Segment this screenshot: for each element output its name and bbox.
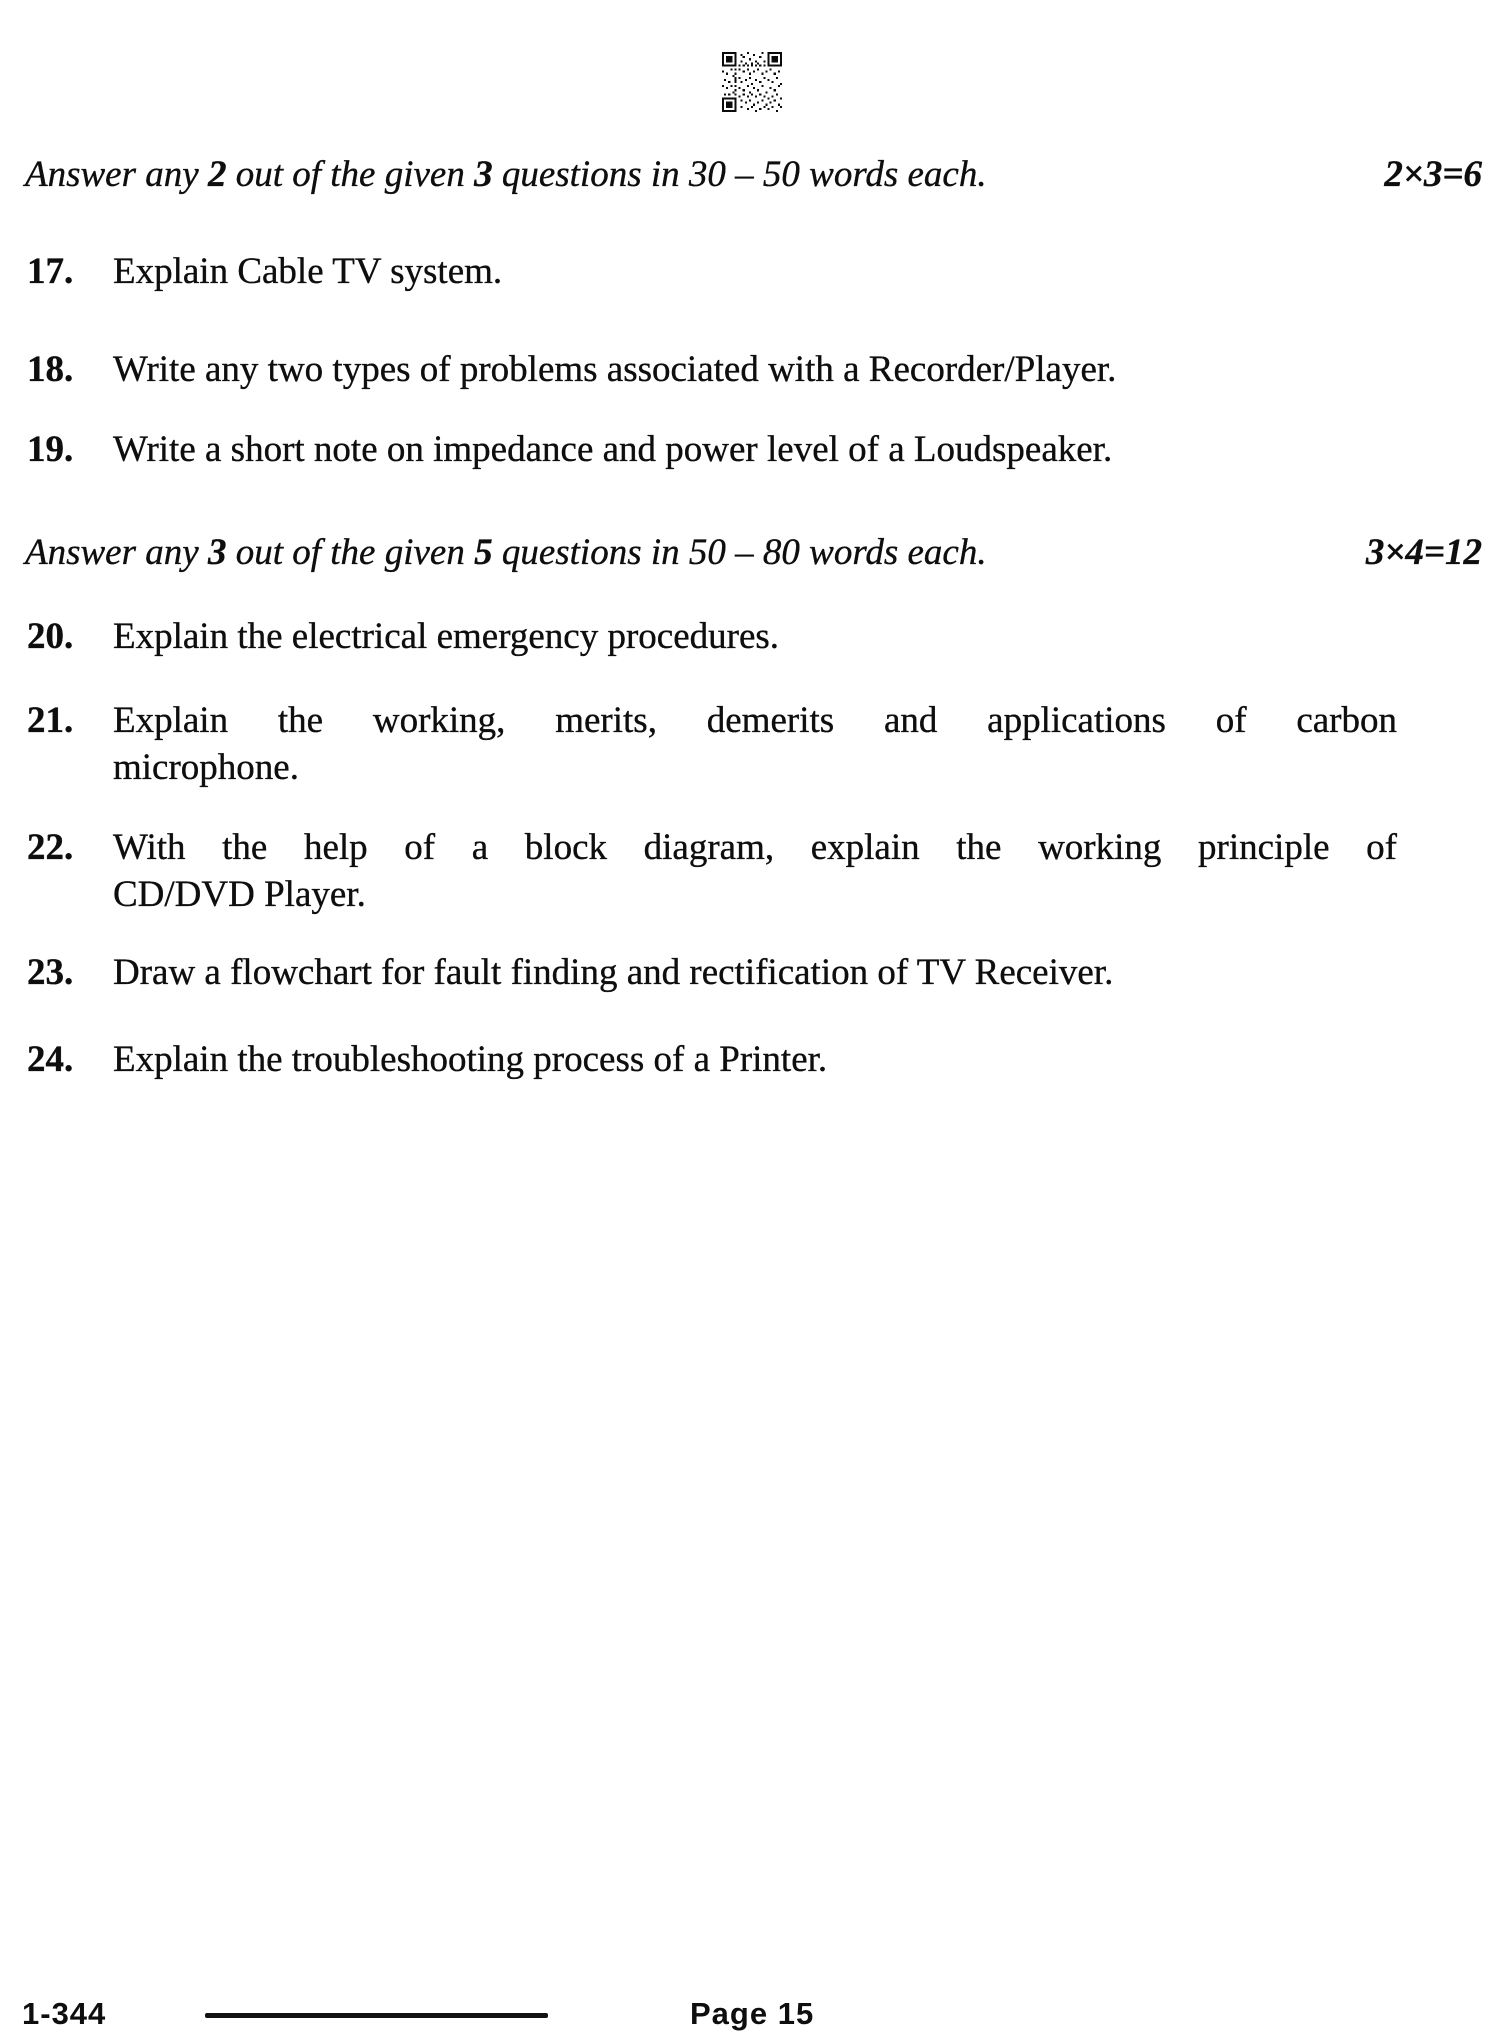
instruction-segment: Answer any [25, 532, 208, 573]
footer-rule [205, 2013, 548, 2018]
instruction-segment: questions in 50 – 80 words each. [492, 532, 987, 573]
section2-marks: 3×4=12 [1365, 532, 1482, 573]
question-19 [27, 427, 1397, 473]
question-number: 18. [27, 349, 74, 390]
question-24 [27, 1037, 1397, 1083]
question-text-line: CD/DVD Player. [113, 874, 366, 915]
question-23 [27, 950, 1397, 996]
question-number: 23. [27, 952, 74, 993]
section1-instruction-row [25, 152, 1482, 198]
instruction-number: 5 [474, 532, 493, 573]
qr-code-icon [719, 52, 785, 112]
section1-instruction-text [25, 152, 987, 198]
page-number: Page 15 [690, 1996, 815, 2031]
question-text-line: microphone. [113, 747, 299, 788]
question-text: Explain the electrical emergency procedures. [113, 616, 780, 657]
section2-instruction-text [25, 530, 987, 576]
question-number: 17. [27, 251, 74, 292]
question-20 [27, 614, 1397, 660]
instruction-segment: out of the given [226, 532, 475, 573]
question-text-line: With the help of a block diagram, explain the working principle of [113, 827, 1397, 868]
question-number: 19. [27, 429, 74, 470]
question-18 [27, 347, 1397, 393]
instruction-number: 3 [207, 532, 227, 573]
question-number: 21. [27, 700, 74, 741]
question-text: Explain the troubleshooting process of a Printer. [113, 1039, 828, 1080]
instruction-segment: questions in 30 – 50 words each. [492, 154, 987, 195]
instruction-segment: Answer any [25, 154, 208, 195]
instruction-number: 2 [207, 154, 227, 195]
question-number: 20. [27, 616, 74, 657]
question-text: Write any two types of problems associated with a Recorder/Player. [113, 349, 1117, 390]
question-text-line: Explain the working, merits, demerits and applications of carbon [113, 700, 1397, 741]
question-text: Write a short note on impedance and power level of a Loudspeaker. [113, 429, 1113, 470]
question-number: 24. [27, 1039, 74, 1080]
section1-marks: 2×3=6 [1384, 154, 1482, 195]
question-text: Draw a flowchart for fault finding and rectification of TV Receiver. [113, 952, 1114, 993]
paper-code: 1-344 [22, 1996, 107, 2031]
question-text: Explain Cable TV system. [113, 251, 503, 292]
question-21 [27, 697, 1397, 791]
instruction-number: 3 [474, 154, 493, 195]
section2-instruction-row [25, 530, 1482, 576]
question-17 [27, 249, 1397, 295]
question-number: 22. [27, 827, 74, 868]
question-22 [27, 824, 1397, 918]
instruction-segment: out of the given [226, 154, 475, 195]
